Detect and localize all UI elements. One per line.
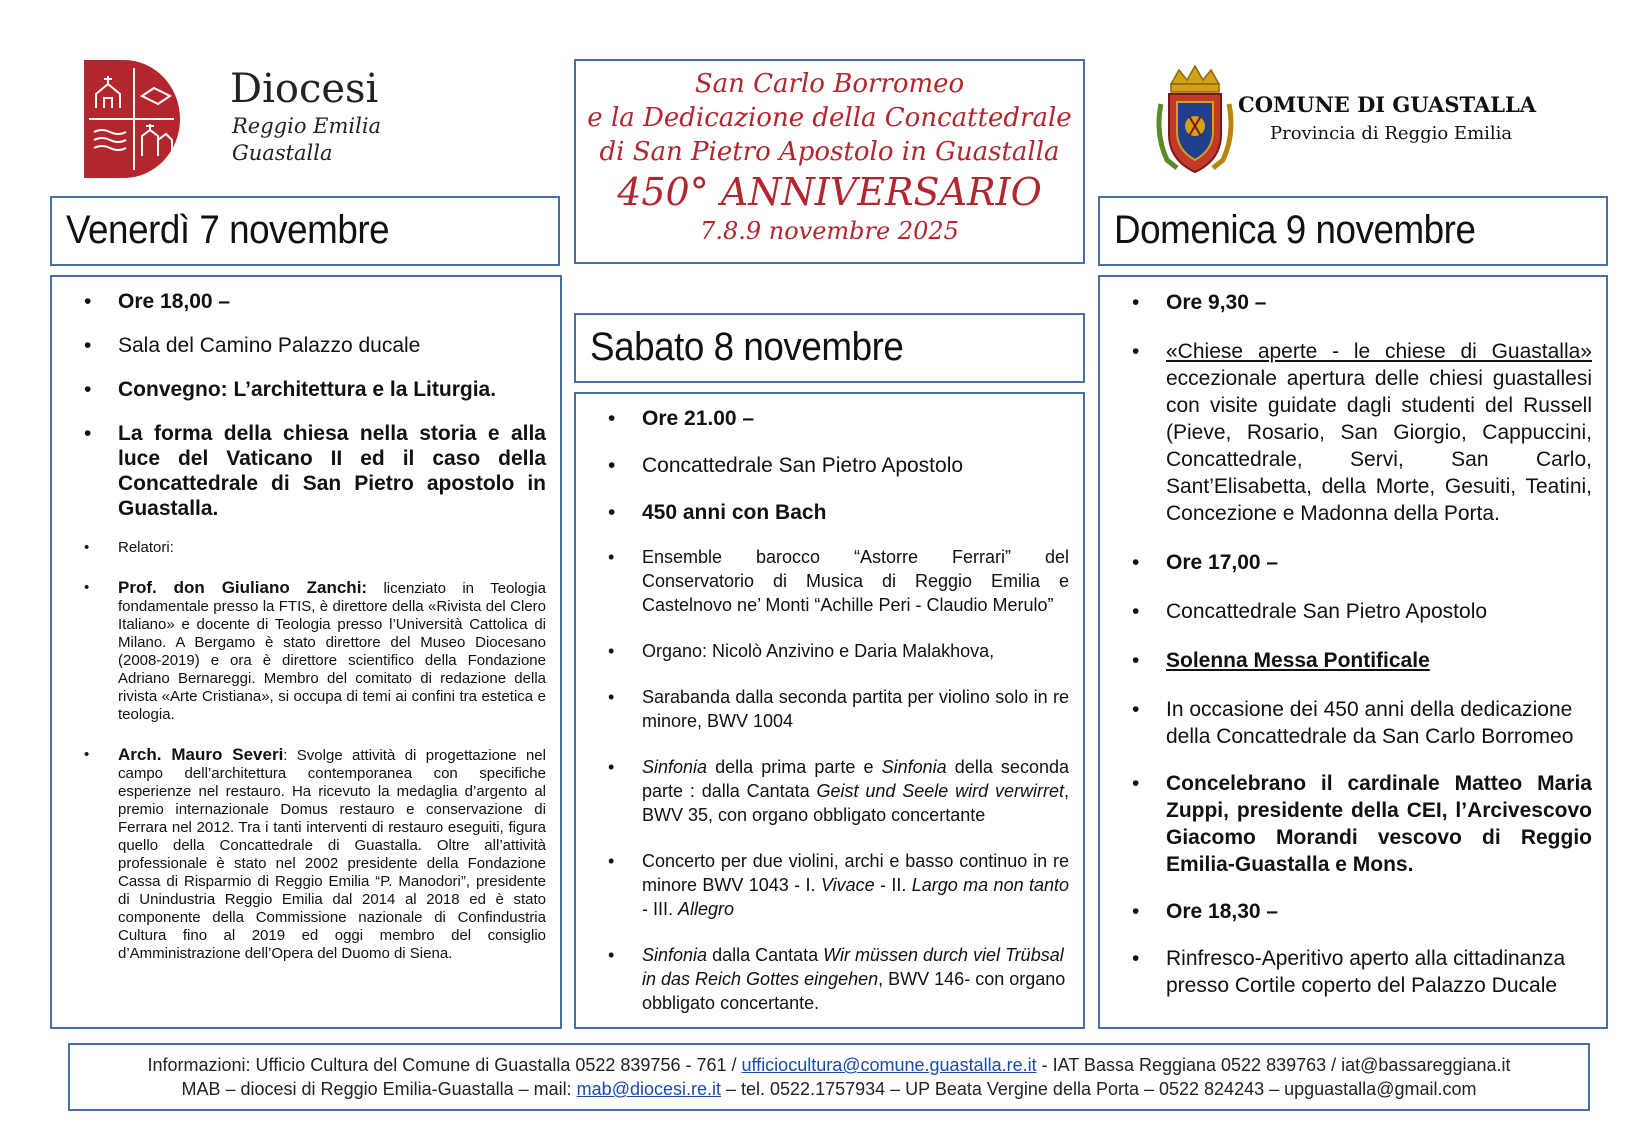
program-text: Allegro bbox=[678, 899, 735, 919]
sunday-header bbox=[1098, 196, 1608, 266]
list-item bbox=[1114, 338, 1592, 527]
diocesi-title: Diocesi bbox=[230, 66, 379, 112]
title-line2: e la Dedicazione della Concattedrale bbox=[587, 103, 1072, 133]
sarabanda-text: Sarabanda dalla seconda partita per violino solo in re minore, BWV 1004 bbox=[642, 687, 1069, 731]
friday-time: Ore 18,00 – bbox=[118, 290, 231, 313]
list-item bbox=[66, 377, 546, 402]
list-item bbox=[590, 943, 1069, 1015]
list-item bbox=[66, 289, 546, 314]
rinfresco-text: Rinfresco-Aperitivo aperto alla cittadinanza presso Cortile coperto del Palazzo Ducale bbox=[1166, 947, 1566, 997]
list-item bbox=[1114, 696, 1592, 750]
saturday-panel bbox=[574, 392, 1085, 1029]
friday-place: Sala del Camino Palazzo ducale bbox=[118, 334, 421, 357]
list-item bbox=[66, 539, 546, 557]
list-item bbox=[1114, 945, 1592, 999]
messa-title: Solenna Messa Pontificale bbox=[1166, 649, 1430, 672]
program-text: Vivace bbox=[820, 875, 875, 895]
footer-text: MAB – diocesi di Reggio Emilia-Guastalla – mail: bbox=[181, 1079, 577, 1099]
list-item bbox=[590, 500, 1069, 525]
friday-convegno: Convegno: L’architettura e la Liturgia. bbox=[118, 378, 497, 401]
list-item bbox=[1114, 598, 1592, 625]
friday-header bbox=[50, 196, 560, 266]
program-text: Geist und Seele wird verwirret bbox=[816, 781, 1064, 801]
title-line3: di San Pietro Apostolo in Guastalla bbox=[599, 137, 1060, 167]
list-item bbox=[590, 545, 1069, 617]
program-text: della seconda parte : dalla Cantata bbox=[642, 757, 1069, 801]
organ-text: Organo: Nicolò Anzivino e Daria Malakhova, bbox=[642, 641, 995, 661]
program-text: Largo ma non tanto bbox=[911, 875, 1069, 895]
list-item bbox=[1114, 770, 1592, 878]
footer-line1 bbox=[70, 1053, 1588, 1077]
sunday-title: Domenica 9 novembre bbox=[1114, 208, 1476, 252]
footer-text: – tel. 0522.1757934 – UP Beata Vergine della Porta – 0522 824243 – upguastalla@gmail.com bbox=[721, 1079, 1477, 1099]
list-item bbox=[1114, 549, 1592, 576]
footer-text: Informazioni: Ufficio Cultura del Comune di Guastalla 0522 839756 - 761 / bbox=[147, 1055, 742, 1075]
program-text: , BWV 35, con organo obbligato concertante bbox=[642, 781, 1069, 825]
anniversary-title: 450° ANNIVERSARIO bbox=[617, 170, 1042, 214]
saturday-list bbox=[590, 406, 1069, 1015]
list-item bbox=[590, 849, 1069, 921]
list-item bbox=[590, 685, 1069, 733]
sunday-place2: Concattedrale San Pietro Apostolo bbox=[1166, 600, 1488, 623]
speaker1-name: Prof. don Giuliano Zanchi: bbox=[118, 578, 368, 597]
event-dates: 7.8.9 novembre 2025 bbox=[700, 217, 959, 245]
sunday-list bbox=[1114, 289, 1592, 999]
speaker2-name: Arch. Mauro Severi bbox=[118, 745, 284, 764]
relatori-label: Relatori: bbox=[118, 539, 174, 556]
diocesi-logo bbox=[84, 60, 180, 178]
title-box bbox=[574, 59, 1085, 264]
ufficiocultura-email-link[interactable]: ufficiocultura@comune.guastalla.re.it bbox=[741, 1055, 1037, 1075]
list-item bbox=[590, 639, 1069, 663]
friday-title: Venerdì 7 novembre bbox=[66, 208, 390, 252]
sunday-time2: Ore 17,00 – bbox=[1166, 551, 1279, 574]
program-text: Sinfonia bbox=[642, 945, 708, 965]
diocesi-line2: Guastalla bbox=[232, 141, 333, 165]
saturday-event: 450 anni con Bach bbox=[642, 501, 827, 524]
saturday-time: Ore 21.00 – bbox=[642, 407, 755, 430]
saturday-title: Sabato 8 novembre bbox=[590, 325, 904, 369]
list-item bbox=[590, 755, 1069, 827]
list-item bbox=[66, 333, 546, 358]
program-text: - III. bbox=[642, 899, 678, 919]
footer-info bbox=[68, 1043, 1590, 1111]
program-text: Wir müssen durch viel Trübsal in das Reich Gottes eingehen bbox=[642, 945, 1064, 989]
footer-text: - IAT Bassa Reggiana 0522 839763 / iat@bassareggiana.it bbox=[1036, 1055, 1511, 1075]
comune-title: COMUNE DI GUASTALLA bbox=[1238, 92, 1537, 117]
comune-subtitle: Provincia di Reggio Emilia bbox=[1270, 123, 1513, 144]
list-item bbox=[66, 579, 546, 724]
program-text: della prima parte e bbox=[707, 757, 882, 777]
program-text: Sinfonia bbox=[642, 757, 708, 777]
diocesi-line1: Reggio Emilia bbox=[232, 114, 382, 138]
title-line1: San Carlo Borromeo bbox=[694, 69, 965, 99]
list-item bbox=[590, 406, 1069, 431]
chiese-desc: eccezionale apertura delle chiesi guastallesi con visite guidate dagli studenti del Russell (Pieve, Rosario, San Giorgio, Cappuccini, Concattedrale, Servi, San Carlo, Sant’Elisabetta, della Morte, Gesuiti, Teatini, Concezione e Madonna della Porta. bbox=[1166, 367, 1592, 525]
friday-list bbox=[66, 289, 546, 963]
list-item bbox=[66, 421, 546, 521]
speaker2-bio: : Svolge attività di progettazione nel campo dell’architettura contemporanea con specifiche esperienze nel restauro. Ha ricevuto la medaglia d’argento al premio internazionale Domus restauro e conservazione di Ferrara nel 2012. Tra i tanti interventi di restauro eseguiti, figura quello della Concattedrale di Guastalla. Oltre all’attività professionale è stato nel 2002 presidente della Fondazione Cassa di Risparmio di Reggio Emilia “P. Manodori”, presidente di Unindustria Reggio Emilia dal 2014 al 2018 ed è stato componente della Commissione nazionale di Confindustria Cultura fino al 2019 ed oggi membro del consiglio d’Amministrazione dell’Opera del Duomo di Siena. bbox=[118, 747, 546, 962]
ensemble-text: Ensemble barocco “Astorre Ferrari” del Conservatorio di Musica di Reggio Emilia e Castelnovo ne’ Monti “Achille Peri - Claudio Merulo” bbox=[642, 547, 1069, 615]
occasione-text: In occasione dei 450 anni della dedicazione della Concattedrale da San Carlo Borromeo bbox=[1166, 698, 1574, 748]
list-item bbox=[590, 453, 1069, 478]
program-text: Sinfonia bbox=[881, 757, 947, 777]
sunday-time1: Ore 9,30 – bbox=[1166, 291, 1267, 314]
comune-crest bbox=[1155, 64, 1235, 178]
saturday-place: Concattedrale San Pietro Apostolo bbox=[642, 454, 964, 477]
sunday-panel bbox=[1098, 275, 1608, 1029]
list-item bbox=[1114, 647, 1592, 674]
list-item bbox=[1114, 898, 1592, 925]
list-item bbox=[66, 746, 546, 963]
program-text: dalla Cantata bbox=[707, 945, 824, 965]
footer-line2 bbox=[70, 1077, 1588, 1101]
program-text: Concerto per due violini, archi e basso continuo in re minore BWV 1043 - I. bbox=[642, 851, 1069, 895]
program-text: - II. bbox=[874, 875, 912, 895]
program-text: , BWV 146- con organo obbligato concertante. bbox=[642, 969, 1066, 1013]
coat-of-arms-icon bbox=[1155, 64, 1235, 178]
diocesi-emblem-icon bbox=[84, 60, 180, 178]
friday-panel bbox=[50, 275, 562, 1029]
speaker1-bio: licenziato in Teologia fondamentale presso la FTIS, è direttore della «Rivista del Clero Italiano» e docente di Teologia presso l’Università Cattolica di Milano. A Bergamo è stato direttore del Museo Diocesano (2008-2019) e ora è direttore scientifico della Fondazione Adriano Bernareggi. Membro del comitato di redazione della rivista «Arte Cristiana», si occupa di temi ai confini tra estetica e teologia. bbox=[118, 580, 546, 723]
mab-email-link[interactable]: mab@diocesi.re.it bbox=[576, 1079, 721, 1099]
list-item bbox=[1114, 289, 1592, 316]
friday-topic: La forma della chiesa nella storia e alla luce del Vaticano II ed il caso della Concattedrale di San Pietro apostolo in Guastalla. bbox=[118, 422, 546, 520]
sunday-time3: Ore 18,30 – bbox=[1166, 900, 1279, 923]
chiese-title: «Chiese aperte - le chiese di Guastalla» bbox=[1166, 340, 1592, 363]
concelebrano-text: Concelebrano il cardinale Matteo Maria Zuppi, presidente della CEI, l’Arcivescovo Giacomo Morandi vescovo di Reggio Emilia-Guastalla e Mons. bbox=[1166, 772, 1592, 876]
saturday-header bbox=[574, 313, 1085, 383]
